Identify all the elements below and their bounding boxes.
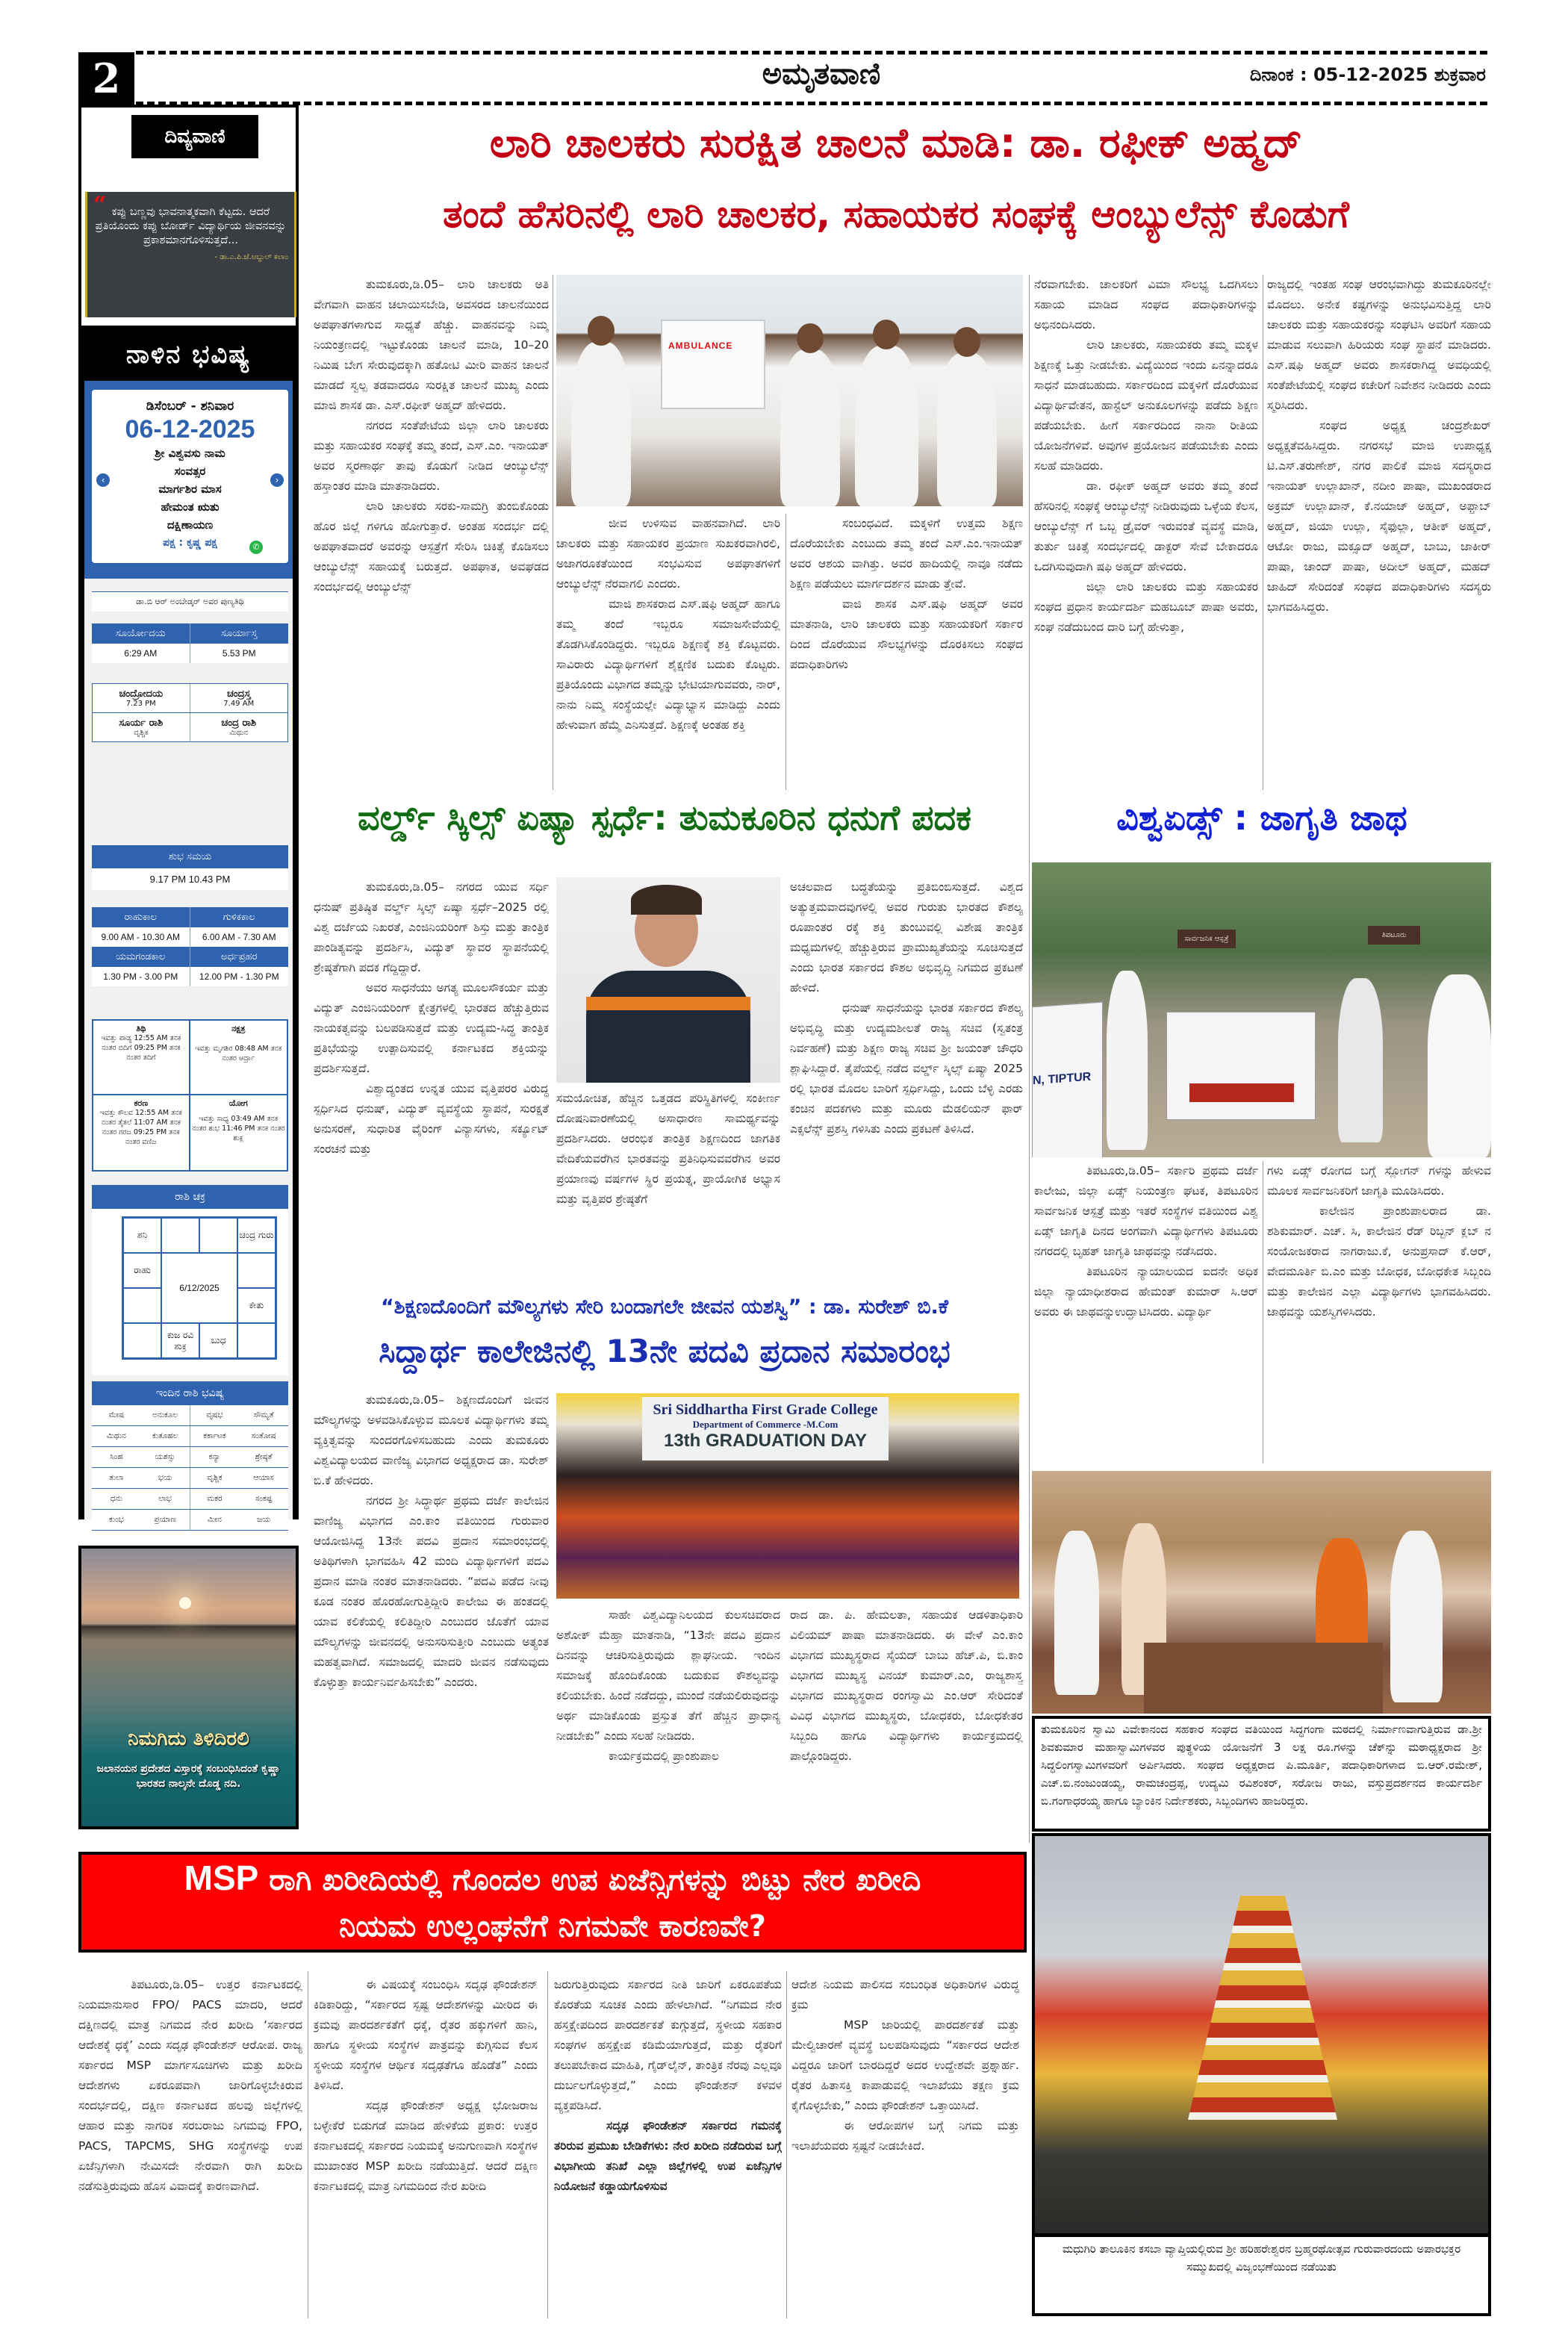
rally-banner [1166,1012,1316,1120]
chakra-cell: ಕುಜ ರವಿ ಶುಕ್ರ [161,1323,199,1358]
ambulance-label: AMBULANCE [668,340,733,351]
nimagidu-photo [78,1546,299,1829]
panchanga-panel [78,381,299,1524]
msp-col-2 [314,1975,538,2318]
paper-name: ಅಮೃತವಾಣಿ [762,57,881,91]
siddhartha-headline-1: “ಶಿಕ್ಷಣದೊಂದಿಗೆ ಮೌಲ್ಯಗಳು ಸೇರಿ ಬಂದಾಗಲೇ ಜೀವನ ಯಶಸ್ವಿ” : ಡಾ. ಸುರೇಶ್ ಬಿ.ಕೆ [380,1295,949,1319]
rashi-prediction: ಯಶಸ್ಸು [141,1447,190,1468]
chariot-photo [1032,1833,1491,2236]
rashi-name: ಕನ್ಯಾ [190,1447,240,1468]
rashi-name: ವೃಶ್ಚಿಕ [190,1468,240,1489]
column-rule [786,1971,787,2318]
paragraph: ಸಂಬಂಧವಿದೆ. ಮಕ್ಕಳಿಗೆ ಉತ್ತಮ ಶಿಕ್ಷಣ ದೊರೆಯಬೇಕು ಎಂಬುದು ತಮ್ಮ ತಂದೆ ಎಸ್.ಎಂ.ಇನಾಯತ್ ಅವರ ಆಶಯ ವಾಗಿತ್ತು. ಅವರ ಹಾದಿಯಲ್ಲಿ ನಾವೂ ನಡೆದು ಶಿಕ್ಷಣ ಪಡೆಯಲು ಮಾರ್ಗದರ್ಶನ ಮಾಡು ತ್ತೇವೆ. [790,517,1023,591]
chakra-cell: ಚಂದ್ರ ಗುರು [237,1218,276,1253]
lead-col-5 [1267,275,1491,790]
sahakara-caption: ತುಮಕೂರಿನ ಸ್ವಾಮಿ ವಿವೇಕಾನಂದ ಸಹಕಾರ ಸಂಘದ ವತಿಯಿಂದ ಸಿದ್ಧಗಂಗಾ ಮಠದಲ್ಲಿ ನಿರ್ಮಾಣವಾಗುತ್ತಿರುವ ಡಾ.ಶ್ರೀ ಶಿವಕುಮಾರ ಮಹಾಸ್ವಾಮಿಗಳವರ ಪುತ್ಥಳಿಯ ಯೋಜನೆಗೆ 3 ಲಕ್ಷ ರೂ.ಗಳನ್ನು ಚೆಕ್‌ನ್ನು ಮಠಾಧ್ಯಕ್ಷರಾದ ಶ್ರೀ ಸಿದ್ಧಲಿಂಗಸ್ವಾಮಿಗಳವರಿಗೆ ಅರ್ಪಿಸಿದರು. ಸಂಘದ ಅಧ್ಯಕ್ಷರಾದ ಪಿ.ಮೂರ್ತಿ, ಪದಾಧಿಕಾರಿಗಳಾದ ಬಿ.ಆರ್.ರಮೇಶ್, ಎಚ್.ಬಿ.ನಂಜುಂಡಯ್ಯ, ರಾಮಚಂದ್ರಪ್ಪ, ಉದ್ಯಮಿ ರವಿಶಂಕರ್, ಸರೋಜ ರಾಜು, ವಸ್ತುಪ್ರದರ್ಶನದ ಕಾರ್ಯದರ್ಶಿ ಬಿ.ಗಂಗಾಧರಯ್ಯ ಹಾಗೂ ಬ್ಯಾಂಕಿನ ನಿರ್ದೇಶಕರು, ಸಿಬ್ಬಂದಿಗಳು ಹಾಜರಿದ್ದರು. [1032,1716,1491,1832]
rashi-name: ಧನು [92,1489,141,1510]
rashi-name: ಸಿಂಹ [92,1447,141,1468]
divyavani-title: ದಿವ್ಯವಾಣಿ [131,115,258,158]
worldskills-col-3 [790,877,1023,1281]
department-name: Department of Commerce -M.Com [692,1419,839,1430]
msp-label: MSP [184,1858,259,1897]
shubha-label: ಶುಭ ಸಮಯ [92,845,288,868]
msp-col-1 [78,1975,302,2318]
rashi-prediction: ಶ್ರೇಷ್ಠತೆ [239,1447,288,1468]
lead-headline-2: ತಂದೆ ಹೆಸರಿನಲ್ಲಿ ಲಾರಿ ಚಾಲಕರ, ಸಹಾಯಕರ ಸಂಘಕ್ಕೆ ಆಂಬ್ಯುಲೆನ್ಸ್ ಕೊಡುಗೆ [443,193,1349,236]
ayana: ದಕ್ಷಿಣಾಯಣ [167,518,214,532]
rashi-name: ಮೀನ [190,1510,240,1531]
chakra-cell: ರಾಹು [123,1253,161,1288]
paragraph: ಅಚಲವಾದ ಬದ್ಧತೆಯನ್ನು ಪ್ರತಿಬಿಂಬಿಸುತ್ತದೆ. ವಿಶ್ವದ ಅತ್ಯುತ್ತಮವಾದವುಗಳಲ್ಲಿ ಅವರ ಗುರುತು ಭಾರತದ ಕೌಶಲ್ಯ ರೂಪಾಂತರ ರಕ್ಕೆ ಶಕ್ತಿ ತುಂಬುವಲ್ಲಿ ವಿಶೇಷ ತಾಂತ್ರಿಕ ಮಧ್ಯಮಗಳಲ್ಲಿ ಹೆಚ್ಚುತ್ತಿರುವ ಪ್ರಾಮುಖ್ಯತೆಯನ್ನು ಸೂಚಿಸುತ್ತದೆ ಎಂದು ಭಾರತ ಸರ್ಕಾರದ ಕೌಶಲ ಅಭಿವೃದ್ಧಿ ನಿಗಮದ ಪ್ರಕಟಣೆ ಹೇಳಿದೆ. [790,880,1023,995]
paragraph: ನಗರದ ಶ್ರೀ ಸಿದ್ಧಾರ್ಥ ಪ್ರಥಮ ದರ್ಜೆ ಕಾಲೇಜಿನ ವಾಣಿಜ್ಯ ವಿಭಾಗದ ಎಂ.ಕಾಂ ವತಿಯಿಂದ ಗುರುವಾರ ಆಯೋಜಿಸಿದ್ದ 13ನೇ ಪದವಿ ಪ್ರದಾನ ಸಮಾರಂಭದಲ್ಲಿ ಅತಿಥಿಗಳಾಗಿ ಭಾಗವಹಿಸಿ 42 ಮಂದಿ ವಿದ್ಯಾರ್ಥಿಗಳಿಗೆ ಪದವಿ ಪ್ರದಾನ ಮಾಡಿ ನಂತರ ಮಾತನಾಡಿದರು. “ಪದವಿ ಪಡೆದ ನೀವು ಕೂಡ ನಂತರ ಹೊರಹೋಗುತ್ತಿದ್ದೀರಿ ಕಾಲೇಜು ಈ ಹಂತದಲ್ಲಿ ಯಾವ ಕಲಿಕೆಯಲ್ಲಿ ಕಲಿತಿದ್ದೀರಿ ಎಂಬುದರ ಜೊತೆಗೆ ಯಾವ ಮೌಲ್ಯಗಳನ್ನು ಜೀವನದಲ್ಲಿ ಅನುಸರಿಸುತ್ತೀರಿ ಎಂಬುದು ಅತ್ಯಂತ ಮಹತ್ವವಾಗಿದೆ. ಸಮಾಜದಲ್ಲಿ ಮಾದರಿ ಜೀವನ ನಡೆಸುವುದು ಕೊಳ್ಳುತ್ತಾ ಕಾರ್ಯನಿರ್ವಹಿಸಬೇಕು” ಎಂದರು. [314,1494,549,1689]
moonset-label: ಚಂದ್ರಸ್ತ [226,688,251,700]
paragraph: ಮಾಜಿ ಶಾಸಕರಾದ ಎಸ್.ಷಫಿ ಅಹ್ಮದ್ ಹಾಗೂ ತಮ್ಮ ತಂದೆ ಇಬ್ಬರೂ ಸಮಾಜಸೇವೆಯಲ್ಲಿ ತೊಡಗಿಸಿಕೊಂಡಿದ್ದರು. ಇಬ್ಬರೂ ಶಿಕ್ಷಣಕ್ಕೆ ಶಕ್ತಿ ಕೊಟ್ಟವರು. ಸಾವಿರಾರು ವಿದ್ಯಾರ್ಥಿಗಳಿಗೆ ಶೈಕ್ಷಣಿಕ ಬದುಕು ಕೊಟ್ಟರು. ಪ್ರತಿಯೊಂದು ವಿಭಾಗದ ತಮ್ಮನ್ನು ಭೇಟಿಯಾಗುವವರು, ನಾರ್, ನಾನು ನಿಮ್ಮ ಸಂಸ್ಥೆಯಲ್ಲೇ ವಿದ್ಯಾಭ್ಯಾಸ ಮಾಡಿದ್ದು ಎಂದು ಹೇಳುವಾಗ ಹೆಮ್ಮೆ ಎನಿಸುತ್ತದೆ. ಶಿಕ್ಷಣಕ್ಕೆ ಅಂತಹ ಶಕ್ತಿ [556,597,780,732]
prev-day-button[interactable]: ‹ [96,473,110,487]
msp-headline-2: ನಿಯಮ ಉಲ್ಲಂಘನೆಗೆ ನಿಗಮವೇ ಕಾರಣವೇ? [339,1909,766,1944]
rashi-title: ಇಂದಿನ ರಾಶಿ ಭವಿಷ್ಯ [92,1381,288,1405]
rashi-prediction: ಲಾಭ [141,1489,190,1510]
aids-col-2 [1267,1161,1491,1463]
person-head [588,316,615,346]
rashi-prediction: ಜಯ [239,1510,288,1531]
rashi-name: ವೃಷಭ [190,1405,240,1426]
ardha-label: ಅರ್ಧಪ್ರಹರ [221,951,258,962]
person-head [873,320,900,349]
paragraph: ಕಾರ್ಯಕ್ರಮದಲ್ಲಿ ಪ್ರಾಂಶುಪಾಲ [609,1749,719,1763]
next-day-button[interactable]: › [270,473,284,487]
rashi-prediction: ಪ್ರಯಾಣ [141,1510,190,1531]
paragraph: ಜಿಲ್ಲಾ ಲಾರಿ ಚಾಲಕರು ಮತ್ತು ಸಹಾಯಕರ ಸಂಘದ ಪ್ರಧಾನ ಕಾರ್ಯದರ್ಶಿ ಮಹಬೂಬ್ ಪಾಷಾ ಅವರು, ಸಂಘ ನಡೆದುಬಂದ ದಾರಿ ಬಗ್ಗೆ ಹೇಳುತ್ತಾ, [1034,580,1258,634]
college-name: Sri Siddhartha First Grade College [653,1401,878,1418]
paragraph: ತಿಪಟೂರಿನ ನ್ಯಾಯಾಲಯದ ಐದನೇ ಅಧಿಕ ಜಿಲ್ಲಾ ನ್ಯಾಯಾಧೀಶರಾದ ಹೇಮಂತ್ ಕುಮಾರ್ ಸಿ.ಆರ್ ಅವರು ಈ ಜಾಥವನ್ನುಉದ್ಘಾಟಿಸಿದರು. ವಿದ್ಯಾರ್ಥಿ [1034,1265,1258,1319]
person-head [953,327,980,357]
rashi-bhavishya [92,1381,288,1531]
sunrise-label: ಸೂರ್ಯೋದಯ [92,623,190,644]
person [855,346,918,506]
column-rule [785,514,786,790]
paragraph: ಕಾಲೇಜಿನ ಪ್ರಾಂಶುಪಾಲರಾದ ಡಾ. ಶಶಿಕುಮಾರ್. ಎಚ್. ಸಿ, ಕಾಲೇಜಿನ ರೆಡ್ ರಿಬ್ಬನ್ ಕ್ಲಬ್ ನ ಸಂಯೋಜಕರಾದ ನಾಗರಾಜು.ಕೆ, ಅನುಪ್ರಸಾದ್ ಕೆ.ಆರ್, ವೇದಮೂರ್ತಿ ಬಿ.ಎಂ ಮತ್ತು ಬೋಧಕ, ಬೋಧಕೇತ ಸಿಬ್ಬಂದಿ ಮತ್ತು ಕಾಲೇಜಿನ ಎಲ್ಲಾ ವಿದ್ಯಾರ್ಥಿಗಳು ಭಾಗವಹಿಸಿದರು. ಜಾಥವನ್ನು ಯಶಸ್ವಿಗಳಿಸಿದರು. [1267,1204,1491,1319]
paragraph: ವಾಜಿ ಶಾಸಕ ಎಸ್.ಷಫಿ ಅಹ್ಮದ್ ಅವರ ಮಾತನಾಡಿ, ಲಾರಿ ಚಾಲಕರು ಮತ್ತು ಸಹಾಯಕರಿಗೆ ಸರ್ಕಾರ ದಿಂದ ದೊರೆಯುವ ಸೌಲಭ್ಯಗಳನ್ನು ದೊರಕಿಸಲು ಸಂಘದ ಪದಾಧಿಕಾರಿಗಳು [790,597,1023,671]
month-day: ಡಿಸೆಂಬರ್ - ಶನಿವಾರ [146,399,234,414]
paragraph: ರಾಜ್ಯದಲ್ಲಿ ಇಂತಹ ಸಂಘ ಆರಂಭವಾಗಿದ್ದು ತುಮಕೂರಿನಲ್ಲೇ ಮೊದಲು. ಅನೇಕ ಕಷ್ಟಗಳನ್ನು ಅನುಭವಿಸುತ್ತಿದ್ದ ಲಾರಿ ಚಾಲಕರು ಮತ್ತು ಸಹಾಯಕರನ್ನು ಸಂಘಟಿಸಿ ಅವರಿಗೆ ಸಹಾಯ ಮಾಡುವ ಸಲುವಾಗಿ ಹಿರಿಯರು ಸಂಘ ಸ್ಥಾಪನೆ ಮಾಡಿದರು. ಎಸ್.ಷಫಿ ಅಹ್ಮದ್ ಅವರು ಶಾಸಕರಾಗಿದ್ದ ಅವಧಿಯಲ್ಲಿ ಸಂತೆಪೇಟೆಯಲ್ಲಿ ಸಂಘದ ಕಚೇರಿಗೆ ನಿವೇಶನ ನೀಡಿದರು ಎಂದು ಸ್ಮರಿಸಿದರು. [1267,278,1491,412]
karana-text: ಇವತ್ತು ಕೌಲವ 12:55 AM ತನಕ ನಂತರ ತೈತಲೆ 11:07 AM ತನಕ ನಂತರ ಗರಜ 09:25 PM ತನಕ ನಂತರ ವಣಿಜ [99,1109,182,1146]
aids-rally-photo [1032,862,1491,1157]
quote-mark-icon: “ [93,192,107,218]
law-college-banner [1032,1002,1103,1157]
rashi-prediction: ಸೌಮ್ಯತೆ [239,1405,288,1426]
chariot-shape [1188,1896,1337,2120]
chandra-rashi: ಮಿಥುನ [229,729,249,737]
paragraph: ಈ ಆರೋಪಗಳ ಬಗ್ಗೆ ನಿಗಮ ಮತ್ತು ಇಲಾಖೆಯವರು ಸ್ಪಷ್ಟನೆ ನೀಡಬೇಕಿದೆ. [791,2119,1019,2153]
person [1107,971,1148,1150]
column-rule [547,1971,548,2318]
rashi-name: ಮೇಷ [92,1405,141,1426]
paragraph: ನೆರವಾಗಬೇಕು. ಚಾಲಕರಿಗೆ ವಿಮಾ ಸೌಲಭ್ಯ ಒದಗಿಸಲು ಸಹಾಯ ಮಾಡಿದ ಸಂಘದ ಪದಾಧಿಕಾರಿಗಳನ್ನು ಅಭಿನಂದಿಸಿದರು. [1034,278,1258,332]
paragraph: ಗಳು ಏಡ್ಸ್ ರೋಗದ ಬಗ್ಗೆ ಸ್ಲೋಗನ್ ಗಳನ್ನು ಹೇಳುವ ಮೂಲಕ ಸಾರ್ವಜನಿಕರಿಗೆ ಜಾಗೃತಿ ಮೂಡಿಸಿದರು. [1267,1164,1491,1198]
rashi-name: ಕುಂಭ [92,1510,141,1531]
aids-headline: ವಿಶ್ವಏಡ್ಸ್ : ಜಾಗೃತಿ ಜಾಥ [1116,797,1407,838]
chakra-cell [199,1218,237,1253]
tithi-grid [92,1019,288,1172]
paragraph: ತುಮಕೂರು,ಡಿ.05– ಶಿಕ್ಷಣದೊಂದಿಗೆ ಜೀವನ ಮೌಲ್ಯಗಳನ್ನು ಅಳವಡಿಸಿಕೊಳ್ಳುವ ಮೂಲಕ ವಿದ್ಯಾರ್ಥಿಗಳು ತಮ್ಮ ವ್ಯಕ್ತಿತ್ವವನ್ನು ಸುಂದರಗೊಳಿಸಬಹುದು ಎಂದು ತುಮಕೂರು ವಿಶ್ವವಿದ್ಯಾಲಯದ ವಾಣಿಜ್ಯ ವಿಭಾಗದ ಅಧ್ಯಕ್ಷರಾದ ಡಾ. ಸುರೇಶ್ ಬಿ.ಕೆ ಹೇಳಿದರು. [314,1393,549,1487]
chariot-caption: ಮಧುಗಿರಿ ತಾಲೂಕಿನ ಕಸಬಾ ವ್ಯಾಪ್ತಿಯಲ್ಲಿರುವ ಶ್ರೀ ಹರಿಹರೇಶ್ವರನ ಬ್ರಹ್ಮರಥೋತ್ಸವ ಗುರುವಾರದಂದು ಅಪಾರಭಕ್ತರ ಸಮ್ಮುಖದಲ್ಲಿ ವಿಜೃಂಭಣೆಯಿಂದ ನಡೆಯಿತು [1032,2234,1491,2316]
person [780,349,840,506]
graduation-photo [556,1393,1019,1599]
sunrise-time: 6:29 AM [92,644,190,663]
msp-col-3 [554,1975,782,2318]
paragraph: ನಗರದ ಸಂತೆಪೇಟೆಯ ಜಿಲ್ಲಾ ಲಾರಿ ಚಾಲಕರು ಮತ್ತು ಸಹಾಯಕರ ಸಂಘಕ್ಕೆ ತಮ್ಮ ತಂದೆ, ಎಸ್.ಎಂ. ಇನಾಯತ್ ಅವರ ಸ್ಮರಣಾರ್ಥ ತಾವು ಕೊಡುಗೆ ನೀಡಿದ ಆಂಬ್ಯುಲೆನ್ಸ್ ಹಸ್ತಾಂತರ ಮಾಡಿ ಮಾತನಾಡಿದರು. [314,419,549,493]
bhavishya-title: ನಾಳಿನ ಭವಿಷ್ಯ [78,329,299,381]
rahu-time: 9.00 AM - 10.30 AM [92,927,190,947]
shubha-time: 9.17 PM 10.43 PM [149,874,231,885]
karana-label: ಕರಣ [134,1098,149,1108]
chakra-cell: ಶನಿ [123,1218,161,1253]
rashi-prediction: ಅನುಕೂಲ [141,1405,190,1426]
chakra-cell: ಕೇತು [237,1288,276,1323]
msp-headline-banner [78,1852,1027,1953]
chakra-cell [237,1253,276,1288]
shirt [586,971,750,1083]
paragraph: MSP ಜಾರಿಯಲ್ಲಿ ಪಾರದರ್ಶಕತೆ ಮತ್ತು ಮೇಲ್ವಿಚಾರಣೆ ವ್ಯವಸ್ಥೆ ಬಲಪಡಿಸುವುದು “ಸರ್ಕಾರದ ಆದೇಶ ವಿದ್ದರೂ ಜಾರಿಗೆ ಬಾರದಿದ್ದರೆ ಅದರ ಉದ್ದೇಶವೇ ಪ್ರಶ್ನಾರ್ಹ. ರೈತರ ಹಿತಾಸಕ್ತಿ ಕಾಪಾಡುವಲ್ಲಿ ಇಲಾಖೆಯು ತಕ್ಷಣ ಕ್ರಮ ಕೈಗೊಳ್ಳಬೇಕು,” ಎಂದು ಫೌಂಡೇಶನ್ ಒತ್ತಾಯಿಸಿದೆ. [791,2018,1019,2112]
paragraph: ಆದೇಶ ನಿಯಮ ಪಾಲಿಸದ ಸಂಬಂಧಿತ ಅಧಿಕಾರಿಗಳ ವಿರುದ್ಧ ಕ್ರಮ [791,1978,1019,2012]
paragraph: ಜೀವ ಉಳಿಸುವ ವಾಹನವಾಗಿದೆ. ಲಾರಿ ಚಾಲಕರು ಮತ್ತು ಸಹಾಯಕರ ಪ್ರಯಾಣ ಸುಖಕರವಾಗಿರಲಿ, ಅಜಾಗರೂಕತೆಯಿಂದ ಸಂಭವಿಸುವ ಅಪಘಾತಗಳಿಗೆ ಆಂಬ್ಯುಲೆನ್ಸ್ ನೆರವಾಗಲಿ ಎಂದರು. [556,517,780,591]
paragraph: ಲಾರಿ ಚಾಲಕರು ಸರಕು-ಸಾಮಗ್ರಿ ತುಂಬಿಕೊಂಡು ಹೊರ ಜಿಲ್ಲೆ ಗಳಿಗೂ ಹೋಗುತ್ತಾರೆ. ಅಂತಹ ಸಂದರ್ಭ ದಲ್ಲಿ ಅಪಘಾತವಾದರೆ ಅವರನ್ನು ಆಸ್ಪತ್ರೆಗೆ ಸೇರಿಸಿ ಚಿಕಿತ್ಸೆ ಕೊಡಿಸಲು ಆಂಬ್ಯುಲೆನ್ಸ್ ಸಹಾಯಕ್ಕೆ ಬರುತ್ತದೆ. ಅಪಘಾತ, ಅವಘಡದ ಸಂದರ್ಭದಲ್ಲಿ ಆಂಬ್ಯುಲೆನ್ಸ್ [314,500,549,594]
quote-board [85,192,296,317]
siddhartha-col-1 [314,1390,549,1846]
paragraph: ತುಮಕೂರು,ಡಿ.05– ನಗರದ ಯುವ ಸರ್ಧಿ ಧನುಷ್ ಪ್ರತಿಷ್ಠಿತ ವರ್ಲ್ಡ್ ಸ್ಕಿಲ್ಸ್ ಏಷ್ಯಾ ಸ್ಪರ್ಧೆ–2025 ರಲ್ಲಿ ವಿಶ್ವ ದರ್ಜೆಯ ನಿಖರತೆ, ಎಂಜಿನಿಯರಿಂಗ್ ಶಿಸ್ತು ಮತ್ತು ತಾಂತ್ರಿಕ ಪಾಂಡಿತ್ಯವನ್ನು ಪ್ರದರ್ಶಿಸಿ, ವಿದ್ಯುತ್ ಸ್ಥಾವರ ಸ್ಥಾಪನೆಯಲ್ಲಿ ಶ್ರೇಷ್ಠತೆಗಾಗಿ ಪದಕ ಗೆದ್ದಿದ್ದಾರೆ. [314,880,549,974]
lead-photo [556,275,1023,506]
person [1054,1531,1099,1695]
paragraph: ಸಮಯೋಚಿತ, ಹೆಚ್ಚಿನ ಒತ್ತಡದ ಪರಿಸ್ಥಿತಿಗಳಲ್ಲಿ ಸಂಕೀರ್ಣ ದೋಷನಿವಾರಣೆಯಲ್ಲಿ ಅಸಾಧಾರಣ ಸಾಮರ್ಥ್ಯವನ್ನು ಪ್ರದರ್ಶಿಸಿದರು. ಆರಂಭಿಕ ತಾಂತ್ರಿಕ ಶಿಕ್ಷಣದಿಂದ ಜಾಗತಿಕ ವೇದಿಕೆಯವರೆಗಿನ ಭಾರತವನ್ನು ಪ್ರತಿನಿಧಿಸುವವರೆಗಿನ ಅವರ ಪ್ರಯಾಣವು ವರ್ಷಗಳ ಸ್ಥಿರ ಪ್ರಯತ್ನ, ಪ್ರಾಯೋಗಿಕ ಅಭ್ಯಾಸ ಮತ್ತು ವೃತ್ತಿಪರ ಶ್ರೇಷ್ಠತೆಗೆ [556,1092,780,1206]
hair [631,885,702,915]
table [1144,1643,1383,1714]
lead-col-4 [1034,275,1258,790]
special-day: ಡಾ.ಬಿ ಆರ್ ಅಂಬೇಡ್ಕರ್ ಅವರ ಪುಣ್ಯತಿಥಿ [92,591,288,612]
paragraph: ಸಾಹೇ ವಿಶ್ವವಿದ್ಯಾನಿಲಯದ ಕುಲಸಚಿವರಾದ ಅಶೋಕ್ ಮೆಹ್ತಾ ಮಾತನಾಡಿ, “13ನೇ ಪದವಿ ಪ್ರದಾನ ದಿನವನ್ನು ಆಚರಿಸುತ್ತಿರುವುದು ಶ್ಲಾಘನೀಯ. ಇಂದಿನ ಸಮಾಜಕ್ಕೆ ಹೊಂದಿಕೊಂಡು ಬದುಕುವ ಕೌಶಲ್ಯವನ್ನು ಕಲಿಯಬೇಕು. ಹಿಂದೆ ನಡೆದದ್ದು, ಮುಂದೆ ನಡೆಯಲಿರುವುದನ್ನು ಅರ್ಥ ಮಾಡಿಕೊಂಡು ಪ್ರಸ್ತುತ ತೆಗೆ ಹೆಚ್ಚಿನ ಪ್ರಾಧಾನ್ಯ ನೀಡಬೇಕು” ಎಂದು ಸಲಹೆ ನೀಡಿದರು. [556,1608,780,1743]
shirt-stripe [586,997,750,1010]
moonset-time: 7.49 AM [223,700,255,708]
page-number: 2 [78,52,134,105]
masthead-top-rule [136,51,1487,55]
nimagidu-text: ಜಲಾನಯನ ಪ್ರದೇಶದ ವಿಸ್ತಾರಕ್ಕೆ ಸಂಬಂಧಿಸಿದಂತೆ ಕೃಷ್ಣಾ ಭಾರತದ ನಾಲ್ಕನೇ ದೊಡ್ಡ ನದಿ. [96,1763,281,1790]
samvatsara-label: ಸಂವತ್ಸರ [174,464,206,478]
lead-col-1 [314,275,549,790]
paragraph: ಈ ವಿಷಯಕ್ಕೆ ಸಂಬಂಧಿಸಿ ಸದೃಢ ಫೌಂಡೇಶನ್ ಕಿಡಿಕಾರಿದ್ದು, “ಸರ್ಕಾರದ ಸ್ಪಷ್ಟ ಆದೇಶಗಳನ್ನು ಮೀರಿದ ಈ ಕ್ರಮವು ಪಾರದರ್ಶಕತೆಗೆ ಧಕ್ಕೆ, ರೈತರ ಹಕ್ಕುಗಳಿಗೆ ಹಾನಿ, ಹಾಗೂ ಸ್ಥಳೀಯ ಸಂಸ್ಥೆಗಳ ಪಾತ್ರವನ್ನು ಕುಗ್ಗಿಸುವ ಕೆಲಸ ಸ್ಥಳೀಯ ಸಂಸ್ಥೆಗಳ ಆರ್ಥಿಕ ಸದೃಢತೆಗೂ ಹೊಡೆತ” ಎಂದು ತಿಳಿಸಿದೆ. [314,1978,538,2092]
issue-date: ದಿನಾಂಕ : 05-12-2025 ಶುಕ್ರವಾರ [1249,64,1486,85]
worldskills-col-2 [556,1089,780,1281]
person [1428,974,1491,1157]
rashi-prediction: ಭಯ [141,1468,190,1489]
chakra-cell [123,1323,161,1358]
paragraph: ಜರುಗುತ್ತಿರುವುದು ಸರ್ಕಾರದ ನೀತಿ ಜಾರಿಗೆ ಏಕರೂಪತೆಯ ಕೊರತೆಯ ಸೂಚಕ ಎಂದು ಹೇಳಲಾಗಿದೆ. “ನಿಗಮದ ನೇರ ಹಸ್ತಕ್ಷೇಪದಿಂದ ಪಾರದರ್ಶಕತೆ ಕುಗ್ಗುತ್ತದೆ, ಸ್ಥಳೀಯ ಸಹಕಾರ ಸಂಘಗಳ ಹಸ್ತಕ್ಷೇಪ ಕಡಿಮೆಯಾಗುತ್ತದೆ, ಮತ್ತು ರೈತರಿಗೆ ತಲುಪಬೇಕಾದ ಮಾಹಿತಿ, ಗೈಡ್‌ಲೈನ್, ತಾಂತ್ರಿಕ ನೆರವು ಎಲ್ಲವೂ ದುರ್ಬಲಗೊಳ್ಳುತ್ತದೆ,” ಎಂದು ಫೌಂಡೇಶನ್ ಕಳವಳ ವ್ಯಕ್ತಪಡಿಸಿದೆ. [554,1978,782,2112]
paragraph: ಧನುಷ್ ಸಾಧನೆಯನ್ನು ಭಾರತ ಸರ್ಕಾರದ ಕೌಶಲ್ಯ ಅಭಿವೃದ್ಧಿ ಮತ್ತು ಉದ್ಯಮಶೀಲತೆ ರಾಜ್ಯ ಸಚಿವ (ಸ್ವತಂತ್ರ ನಿರ್ವಹಣೆ) ಮತ್ತು ಶಿಕ್ಷಣ ರಾಜ್ಯ ಸಚಿವ ಶ್ರೀ ಜಯಂತ್ ಚೌಧರಿ ಶ್ಲಾಘಿಸಿದ್ದಾರೆ. ತೈಪೆಯಲ್ಲಿ ನಡೆದ ವರ್ಲ್ಡ್ ಸ್ಕಿಲ್ಸ್ ಏಷ್ಯಾ 2025 ರಲ್ಲಿ ಭಾರತ ಮೊದಲ ಬಾರಿಗೆ ಸ್ಪರ್ಧಿಸಿದ್ದು, ಒಂದು ಬೆಳ್ಳಿ ಎರಡು ಕಂಚಿನ ಪದಕಗಳು ಮತ್ತು ಮೂರು ಮೆಡಲಿಯನ್ ಫಾರ್ ಎಕ್ಸಲೆನ್ಸ್ ಪ್ರಶಸ್ತಿ ಗಳಿಸಿತು ಎಂದು ಪ್ರಕಟಣೆ ತಿಳಿಸಿದೆ. [790,1001,1023,1136]
paragraph: ಸದೃಢ ಫೌಂಡೇಶನ್ ಅಧ್ಯಕ್ಷ ಭೋಜರಾಜ ಬಳ್ಳೇಕೆರೆ ಬಿಡುಗಡೆ ಮಾಡಿದ ಹೇಳಿಕೆಯ ಪ್ರಕಾರ: ಉತ್ತರ ಕರ್ನಾಟಕದಲ್ಲಿ ಸರ್ಕಾರದ ನಿಯಮಕ್ಕೆ ಅನುಗುಣವಾಗಿ ಸಂಸ್ಥೆಗಳ ಮುಖಾಂತರ MSP ಖರೀದಿ ನಡೆಯುತ್ತಿದೆ. ಆದರೆ ದಕ್ಷಿಣ ಕರ್ನಾಟಕದಲ್ಲಿ ಮಾತ್ರ ನಿಗಮದಿಂದ ನೇರ ಖರೀದಿ [314,2099,538,2193]
banner-strip [1189,1083,1294,1102]
moonrise-label: ಚಂದ್ರೋದಯ [119,688,163,700]
rashi-prediction: ಸಂತೋಷ [239,1426,288,1447]
rashi-name: ಮಿಥುನ [92,1426,141,1447]
tithi-label: ತಿಥಿ [136,1024,146,1033]
banner-text: N, TIPTUR [1033,1070,1092,1088]
siddhartha-col-3 [790,1605,1023,1846]
paragraph: ಲಾರಿ ಚಾಲಕರು, ಸಹಾಯಕರು ತಮ್ಮ ಮಕ್ಕಳ ಶಿಕ್ಷಣಕ್ಕೆ ಒತ್ತು ನೀಡಬೇಕು. ವಿದ್ಯೆಯಿಂದ ಇಂದು ಏನನ್ನಾದರೂ ಸಾಧನೆ ಮಾಡಬಹುದು. ಸರ್ಕಾರದಿಂದ ಮಕ್ಕಳಿಗೆ ದೊರೆಯುವ ವಿದ್ಯಾರ್ಥಿವೇತನ, ಹಾಸ್ಟೆಲ್ ಅನುಕೂಲಗಳನ್ನು ಪಡೆದು ಶಿಕ್ಷಣ ಪಡೆಯಬೇಕು. ಹೀಗೆ ಸರ್ಕಾರದಿಂದ ನಾನಾ ರೀತಿಯ ಯೋಜನೆಗಳಿವೆ. ಅವುಗಳ ಪ್ರಯೋಜನ ಪಡೆಯಬೇಕು ಎಂದು ಸಲಹೆ ಮಾಡಿದರು. [1034,338,1258,473]
shubha-samaya [92,845,288,890]
gulika-time: 6.00 AM - 7.30 AM [202,932,276,942]
chandra-rashi-label: ಚಂದ್ರ ರಾಶಿ [221,718,257,729]
ritu: ಹೇಮಂತ ಋತು [161,500,220,514]
ardha-time: 12.00 PM - 1.30 PM [199,971,279,982]
paragraph: ಸಂಘದ ಅಧ್ಯಕ್ಷ ಚಂದ್ರಶೇಖರ್ ಅಧ್ಯಕ್ಷತೆವಹಿಸಿದ್ದರು. ನಗರಸಭೆ ಮಾಜಿ ಉಪಾಧ್ಯಕ್ಷ ಟಿ.ಎಸ್.ತರುಣೇಶ್, ನಗರ ಪಾಲಿಕೆ ಮಾಜಿ ಸದಸ್ಯರಾದ ಇನಾಯತ್ ಉಲ್ಲಾಖಾನ್, ನದೀಂ ಪಾಷಾ, ಮುಖಂಡರಾದ ಅಕ್ರಮ್ ಉಲ್ಲಾಖಾನ್, ಕೆ.ನಯಾಜ್ ಅಹ್ಮದ್, ಅಫ್ತಾಬ್ ಅಹ್ಮದ್, ಜಿಯಾ ಉಲ್ಲಾ, ಸೈಫುಲ್ಲಾ, ಆತೀಕ್ ಅಹ್ಮದ್, ಆಟೋ ರಾಜು, ಮಕ್ಸೂದ್ ಅಹ್ಮದ್, ಬಾಬು, ಜಾಕೀರ್ ಪಾಷಾ, ಚಾಂದ್ ಪಾಷಾ, ಅದೀಲ್ ಅಹ್ಮದ್, ಮಹದ್ ಜಾಹಿದ್ ಸೇರಿದಂತೆ ಸಂಘದ ಪದಾಧಿಕಾರಿಗಳು ಸದಸ್ಯರು ಭಾಗವಹಿಸಿದ್ದರು. [1267,419,1491,614]
graduation-banner [642,1397,889,1460]
person [1338,978,1383,1142]
rashi-table [92,1405,288,1531]
person [1390,1531,1443,1702]
lead-headline-1: ಲಾರಿ ಚಾಲಕರು ಸುರಕ್ಷಿತ ಚಾಲನೆ ಮಾಡಿ: ಡಾ. ರಫೀಕ್ ಅಹ್ಮದ್ [489,119,1303,167]
tithi-text: ಇವತ್ತು ಪಾಡ್ಯ 12:55 AM ತನಕ ನಂತರ ಬಿದಿಗೆ 09:25 PM ತನಕ ನಂತರ ತದಿಗೆ [101,1034,181,1062]
yoga-label: ಯೋಗ [228,1098,248,1108]
worldskills-headline: ವರ್ಲ್ಡ್ ಸ್ಕಿಲ್ಸ್ ಏಷ್ಯಾ ಸ್ಪರ್ಧೆ: ತುಮಕೂರಿನ ಧನುಗೆ ಪದಕ [358,797,971,838]
paragraph: ಅವರ ಸಾಧನೆಯು ಅಗತ್ಯ ಮೂಲಸೌಕರ್ಯ ಮತ್ತು ವಿದ್ಯುತ್ ಎಂಜಿನಿಯರಿಂಗ್ ಕ್ಷೇತ್ರಗಳಲ್ಲಿ ಭಾರತದ ಹೆಚ್ಚುತ್ತಿರುವ ನಾಯಕತ್ವವನ್ನು ಬಲಪಡಿಸುತ್ತದೆ ಮತ್ತು ಉದ್ಯಮ-ಸಿದ್ಧ ತಾಂತ್ರಿಕ ಪ್ರತಿಭೆಯನ್ನು ಉತ್ಪಾದಿಸುವಲ್ಲಿ ಕರ್ನಾಟಕದ ಶಕ್ತಿಯನ್ನು ಪ್ರದರ್ಶಿಸುತ್ತದೆ. [314,981,549,1075]
masthead-bottom-rule [136,102,1487,105]
dhanush-photo [556,877,780,1083]
lead-col-3 [790,514,1023,790]
moon-table [92,683,288,742]
worldskills-col-1 [314,877,549,1281]
sahakara-photo [1032,1471,1491,1714]
msp-col-4 [791,1975,1019,2318]
town-sign: ತಿಪಟೂರು [1368,926,1420,945]
paragraph: ತುಮಕೂರು,ಡಿ.05– ಲಾರಿ ಚಾಲಕರು ಅತಿ ವೇಗವಾಗಿ ವಾಹನ ಚಲಾಯಿಸಬೇಡಿ, ಅವಸರದ ಚಾಲನೆಯಿಂದ ಅಪಘಾತಗಳಾಗುವ ಸಾಧ್ಯತೆ ಹೆಚ್ಚು. ವಾಹನವನ್ನು ನಿಮ್ಮ ನಿಯಂತ್ರಣದಲ್ಲಿ ಇಟ್ಟುಕೊಂಡು ಚಾಲನೆ ಮಾಡಿ, 10–20 ನಿಮಿಷ ಬೇಗ ಸೇರುವುದಕ್ಕಾಗಿ ಹತೋಟಿ ಮೀರಿ ವಾಹನ ಚಾಲನೆ ಮಾಡದೆ ಸ್ವಲ್ಪ ತಡವಾದರೂ ಸುರಕ್ಷಿತ ಚಾಲನೆ ಮುಖ್ಯ ಎಂದು ಮಾಜಿ ಶಾಸಕ ಡಾ. ಎಸ್.ರಫೀಕ್ ಅಹ್ಮದ್ ಹೇಳಿದರು. [314,278,549,412]
rashi-chakra [92,1185,288,1375]
rashi-prediction: ಆಯಾಸ [239,1468,288,1489]
paksha: ಪಕ್ಷ : ಕೃಷ್ಣ ಪಕ್ಷ [163,537,217,549]
paragraph: ರಾದ ಡಾ. ಪಿ. ಹೇಮಲತಾ, ಸಹಾಯಕ ಆಡಳಿತಾಧಿಕಾರಿ ವಿಲಿಯಮ್ ಪಾಷಾ ಮಾತನಾಡಿದರು. ಈ ವೇಳೆ ಎಂ.ಕಾಂ ವಿಭಾಗದ ಮುಖ್ಯಸ್ಥರಾದ ಸೈಯದ್ ಬಾಬು ಹೆಚ್.ಪಿ, ಬಿ.ಕಾಂ ವಿಭಾಗದ ಮುಖ್ಯಸ್ಥ ವಿನಯ್ ಕುಮಾರ್.ಎಂ, ರಾಜ್ಯಶಾಸ್ತ್ರ ವಿಭಾಗದ ಮುಖ್ಯಸ್ಥರಾದ ರಂಗಸ್ವಾಮಿ ಎಂ.ಆರ್ ಸೇರಿದಂತೆ ವಿವಿಧ ವಿಭಾಗದ ಮುಖ್ಯಸ್ಥರು, ಬೋಧಕರು, ಬೋಧಕೇತರ ಸಿಬ್ಬಂದಿ ಹಾಗೂ ವಿದ್ಯಾರ್ಥಿಗಳು ಕಾರ್ಯಕ್ರಮದಲ್ಲಿ ಪಾಲ್ಗೊಂಡಿದ್ದರು. [790,1608,1023,1763]
yama-time: 1.30 PM - 3.00 PM [92,967,190,986]
rashi-name: ತುಲಾ [92,1468,141,1489]
sun-table [92,623,288,663]
person [571,342,631,506]
person [937,353,997,506]
yoga-text: ಇವತ್ತು ಸಾಧ್ಯ 03:49 AM ತನಕ ನಂತರ ಶುಭ 11:46 PM ತನಕ ನಂತರ ಶುಕ್ಲ [191,1115,285,1142]
surya-rashi-label: ಸೂರ್ಯ ರಾಶಿ [119,718,164,729]
nakshatra-label: ನಕ್ಷತ್ರ [231,1024,246,1033]
nimagidu-title: ನಿಮಗಿದು ತಿಳಿದಿರಲಿ [128,1728,249,1750]
rashi-prediction: ಸಂಕಷ್ಟ [239,1489,288,1510]
masa: ಮಾರ್ಗಶಿರ ಮಾಸ [158,482,222,496]
date-card [92,390,288,563]
paragraph: ಸದೃಢ ಫೌಂಡೇಶನ್ ಸರ್ಕಾರದ ಗಮನಕ್ಕೆ ತರಿರುವ ಪ್ರಮುಖ ಬೇಡಿಕೆಗಳು: ನೇರ ಖರೀದಿ ನಡೆದಿರುವ ಬಗ್ಗೆ ವಿಭಾಗೀಯ ತನಿಖೆ ಎಲ್ಲಾ ಜಿಲ್ಲೆಗಳಲ್ಲಿ ಉಪ ಏಜೆನ್ಸಿಗಳ ನಿಯೋಜನೆ ಕಡ್ಡಾಯಗೊಳಿಸುವ [554,2119,782,2193]
rashi-prediction: ಕುತೂಹಲ [141,1426,190,1447]
paragraph: ತಿಪಟೂರು,ಡಿ.05– ಸರ್ಕಾರಿ ಪ್ರಥಮ ದರ್ಜೆ ಕಾಲೇಜು, ಜಿಲ್ಲಾ ಏಡ್ಸ್ ನಿಯಂತ್ರಣ ಘಟಕ, ತಿಪಟೂರಿನ ಸಾರ್ವಜನಿಕ ಆಸ್ಪತ್ರೆ ಮತ್ತು ಇತರೆ ಸಂಸ್ಥೆಗಳ ವತಿಯಿಂದ ವಿಶ್ವ ಏಡ್ಸ್ ಜಾಗೃತಿ ದಿನದ ಅಂಗವಾಗಿ ವಿದ್ಯಾರ್ಥಿಗಳು ತಿಪಟೂರು ನಗರದಲ್ಲಿ ಬೃಹತ್ ಜಾಗೃತಿ ಜಾಥವನ್ನು ನಡೆಸಿದರು. [1034,1164,1258,1258]
divyavani-box [78,105,299,329]
samvatsara-line: ಶ್ರೀ ವಿಶ್ವವಸು ನಾಮ [155,447,225,460]
gulika-label: ಗುಳಿಕಕಾಲ [223,912,255,923]
surya-rashi: ವೃಶ್ಚಿಕ [134,729,149,737]
sun-icon [179,1597,191,1609]
sunset-label: ಸೂರ್ಯಾಸ್ತ [221,628,258,639]
quote-author: - ಡಾ.ಎ.ಪಿ.ಜೆ.ಅಬ್ದುಲ್ ಕಲಾಂ [214,253,288,261]
sunset-time: 5.53 PM [222,648,256,659]
whatsapp-icon[interactable]: ✆ [249,541,263,554]
chakra-cell [161,1218,199,1253]
paragraph: ವಿಶ್ವಾದ್ಯಂತದ ಉನ್ನತ ಯುವ ವೃತ್ತಿಪರರ ವಿರುದ್ಧ ಸ್ಪರ್ಧಿಸಿದ ಧನುಷ್, ವಿದ್ಯುತ್ ವ್ಯವಸ್ಥೆಯ ಸ್ಥಾಪನೆ, ಸುರಕ್ಷತೆ ಅನುಸರಣೆ, ಸುಧಾರಿತ ವೈರಿಂಗ್ ವಿನ್ಯಾಸಗಳು, ಸರ್ಕ್ಯೂಟ್ ಸಂರಚನೆ ಮತ್ತು [314,1082,549,1156]
lead-col-2 [556,514,780,790]
rashi-name: ಕರ್ಕಾಟಕ [190,1426,240,1447]
chakra-cell: ಬುಧ [199,1323,237,1358]
event-name: 13th GRADUATION DAY [663,1431,868,1451]
siddhartha-col-2 [556,1605,780,1846]
paragraph: ತಿಪಟೂರು,ಡಿ.05– ಉತ್ತರ ಕರ್ನಾಟಕದಲ್ಲಿ ನಿಯಮಾನುಸಾರ FPO/ PACS ಮಾದರಿ, ಆದರೆ ದಕ್ಷಿಣದಲ್ಲಿ ಮಾತ್ರ ನಿಗಮದ ನೇರ ಖರೀದಿ ‘ಸರ್ಕಾರದ ಆದೇಶಕ್ಕೆ ಧಕ್ಕೆ’ ಎಂದು ಸದೃಢ ಫೌಂಡೇಶನ್ ಆರೋಪ. ರಾಜ್ಯ ಸರ್ಕಾರದ MSP ಮಾರ್ಗಸೂಚಿಗಳು ಮತ್ತು ಖರೀದಿ ಆದೇಶಗಳು ಏಕರೂಪವಾಗಿ ಜಾರಿಗೊಳ್ಳಬೇಕಿರುವ ಸಂದರ್ಭದಲ್ಲಿ, ದಕ್ಷಿಣ ಕರ್ನಾಟಕದ ಹಲವು ಜಿಲ್ಲೆಗಳಲ್ಲಿ ಆಹಾರ ಮತ್ತು ನಾಗರಿಕ ಸರಬರಾಜು ನಿಗಮವು FPO, PACS, TAPCMS, SHG ಸಂಸ್ಥೆಗಳನ್ನು ಉಪ ಏಜೆನ್ಸಿಗಳಾಗಿ ನೇಮಿಸದೇ ನೇರವಾಗಿ ರಾಗಿ ಖರೀದಿ ನಡೆಸುತ್ತಿರುವುದು ಹೊಸ ವಿವಾದಕ್ಕೆ ಕಾರಣವಾಗಿದೆ. [78,1978,302,2193]
panchanga-date: 06-12-2025 [125,415,255,444]
msp-headline-1: ರಾಗಿ ಖರೀದಿಯಲ್ಲಿ ಗೊಂದಲ ಉಪ ಏಜೆನ್ಸಿಗಳನ್ನು ಬಿಟ್ಟು ನೇರ ಖರೀದಿ [258,1863,921,1897]
rahu-label: ರಾಹುಕಾಲ [92,907,190,927]
rashi-name: ಮಕರ [190,1489,240,1510]
moonrise-time: 7.23 PM [125,700,156,708]
paragraph: ಡಾ. ರಫೀಕ್ ಅಹ್ಮದ್ ಅವರು ತಮ್ಮ ತಂದೆ ಹೆಸರಿನಲ್ಲಿ ಸಂಘಕ್ಕೆ ಆಂಬ್ಯುಲೆನ್ಸ್ ನೀಡಿರುವುದು ಒಳ್ಳೆಯ ಕೆಲಸ, ಆಂಬ್ಯುಲೆನ್ಸ್ ಗೆ ಒಬ್ಬ ಡ್ರೈವರ್ ಇರುವಂತೆ ವ್ಯವಸ್ಥೆ ಮಾಡಿ, ತುರ್ತು ಚಿಕಿತ್ಸೆ ಸಂದರ್ಭದಲ್ಲಿ ಡಾಕ್ಟರ್ ಸೇವೆ ಬೇಕಾದರೂ ಒದಗಿಸುವುದಾಗಿ ಷಫಿ ಅಹ್ಮದ್ ಹೇಳಿದರು. [1034,479,1258,573]
chakra-cell [123,1288,161,1323]
chakra-cell [237,1323,276,1358]
siddhartha-headline-2: ಸಿದ್ದಾರ್ಥ ಕಾಲೇಜಿನಲ್ಲಿ 13ನೇ ಪದವಿ ಪ್ರದಾನ ಸಮಾರಂಭ [379,1333,951,1369]
yama-label: ಯಮಗಂಡಕಾಲ [92,947,190,967]
kaala-table [92,907,288,986]
hospital-sign: ಸಾರ್ವಜನಿಕ ಆಸ್ಪತ್ರೆ [1177,930,1236,948]
aids-col-1 [1034,1161,1258,1463]
chakra-title: ರಾಶಿ ಚಕ್ರ [92,1185,288,1209]
person-head [797,323,824,353]
nakshatra-text: ಇವತ್ತು ಮೃಗಶಿರ 08:48 AM ತನಕ ನಂತರ ಆರ್ದ್ರಾ [195,1045,282,1063]
chakra-center-date: 6/12/2025 [161,1253,237,1323]
quote-text: ಕಪ್ಪು ಬಣ್ಣವು ಭಾವನಾತ್ಮಕವಾಗಿ ಕೆಟ್ಟದು. ಆದರೆ ಪ್ರತಿಯೊಂದು ಕಪ್ಪು ಬೋರ್ಡ್ ವಿದ್ಯಾರ್ಥಿಯ ಜೀವನವನ್ನು ಪ್ರಕಾಶಮಾನಗೊಳಿಸುತ್ತದೆ... [95,206,287,246]
ambulance-shape [661,320,765,409]
chakra-grid [122,1216,277,1360]
column-rule [1029,275,1030,1843]
